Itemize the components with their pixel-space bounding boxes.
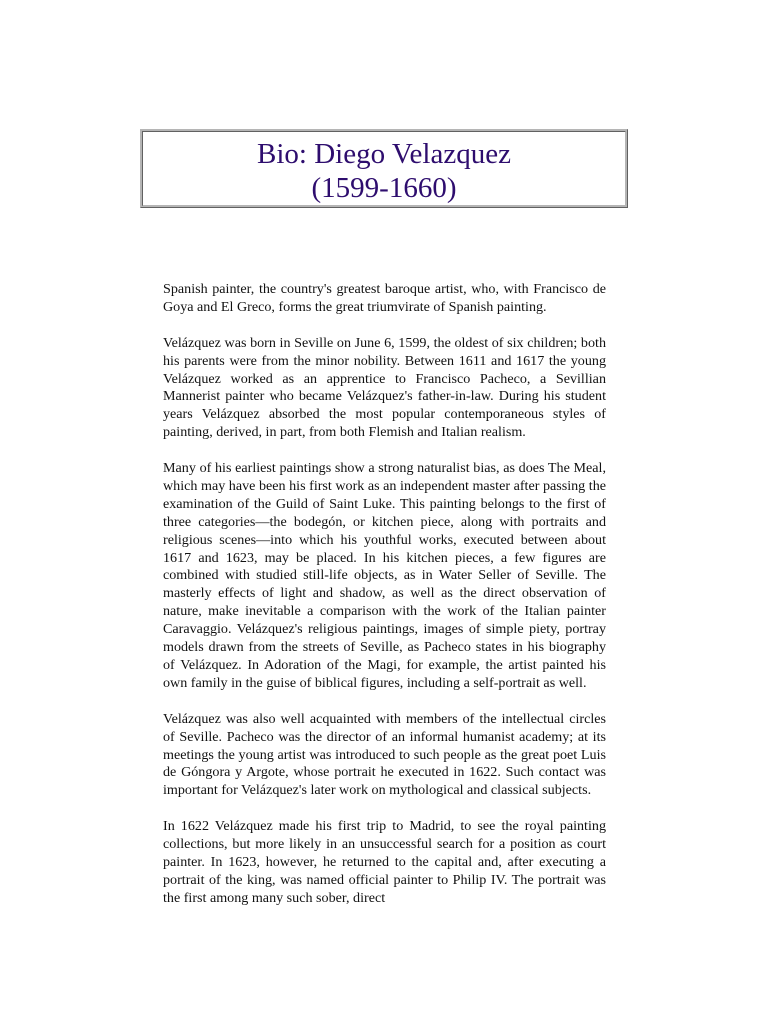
- paragraph-early-paintings: Many of his earliest paintings show a strong naturalist bias, as does The Meal, which may have been his first work as an independent master after passing the examination of the Guild of Saint Luke. This painting belongs to the first of three categories—the bodegón, or kitchen piece, along with portraits and religious scenes—into which his youthful works, executed between about 1617 and 1623, may be placed. In his kitchen pieces, a few figures are combined with studied still-life objects, as in Water Seller of Seville. The masterly effects of light and shadow, as well as the direct observation of nature, make inevitable a comparison with the work of the Italian painter Caravaggio. Velázquez's religious paintings, images of simple piety, portray models drawn from the streets of Seville, as Pacheco states in his biography of Velázquez. In Adoration of the Magi, for example, the artist painted his own family in the guise of biblical figures, including a self-portrait as well.: [163, 460, 606, 691]
- title-dates: (1599-1660): [311, 172, 457, 204]
- title-name: Bio: Diego Velazquez: [257, 138, 511, 170]
- paragraph-intro: Spanish painter, the country's greatest baroque artist, who, with Francisco de Goya and El Greco, forms the great triumvirate of Spanish painting.: [163, 281, 606, 315]
- paragraph-early-life: Velázquez was born in Seville on June 6, 1599, the oldest of six children; both his parents were from the minor nobility. Between 1611 and 1617 the young Velázquez worked as an apprentice to Francisco Pacheco, a Sevillian Mannerist painter who became Velázquez's father-in-law. During his student years Velázquez absorbed the most popular contemporaneous styles of painting, derived, in part, from both Flemish and Italian realism.: [163, 334, 606, 441]
- paragraph-seville-circles: Velázquez was also well acquainted with members of the intellectual circles of Seville. Pacheco was the director of an informal humanist academy; at its meetings the young artist was introduced to such people as the great poet Luis de Góngora y Argote, whose portrait he executed in 1622. Such contact was important for Velázquez's later work on mythological and classical subjects.: [163, 710, 606, 799]
- title-box: [140, 129, 628, 208]
- paragraph-madrid: In 1622 Velázquez made his first trip to Madrid, to see the royal painting collections, but more likely in an unsuccessful search for a position as court painter. In 1623, however, he returned to the capital and, after executing a portrait of the king, was named official painter to Philip IV. The portrait was the first among many such sober, direct: [163, 818, 606, 906]
- biography-body: [163, 281, 606, 926]
